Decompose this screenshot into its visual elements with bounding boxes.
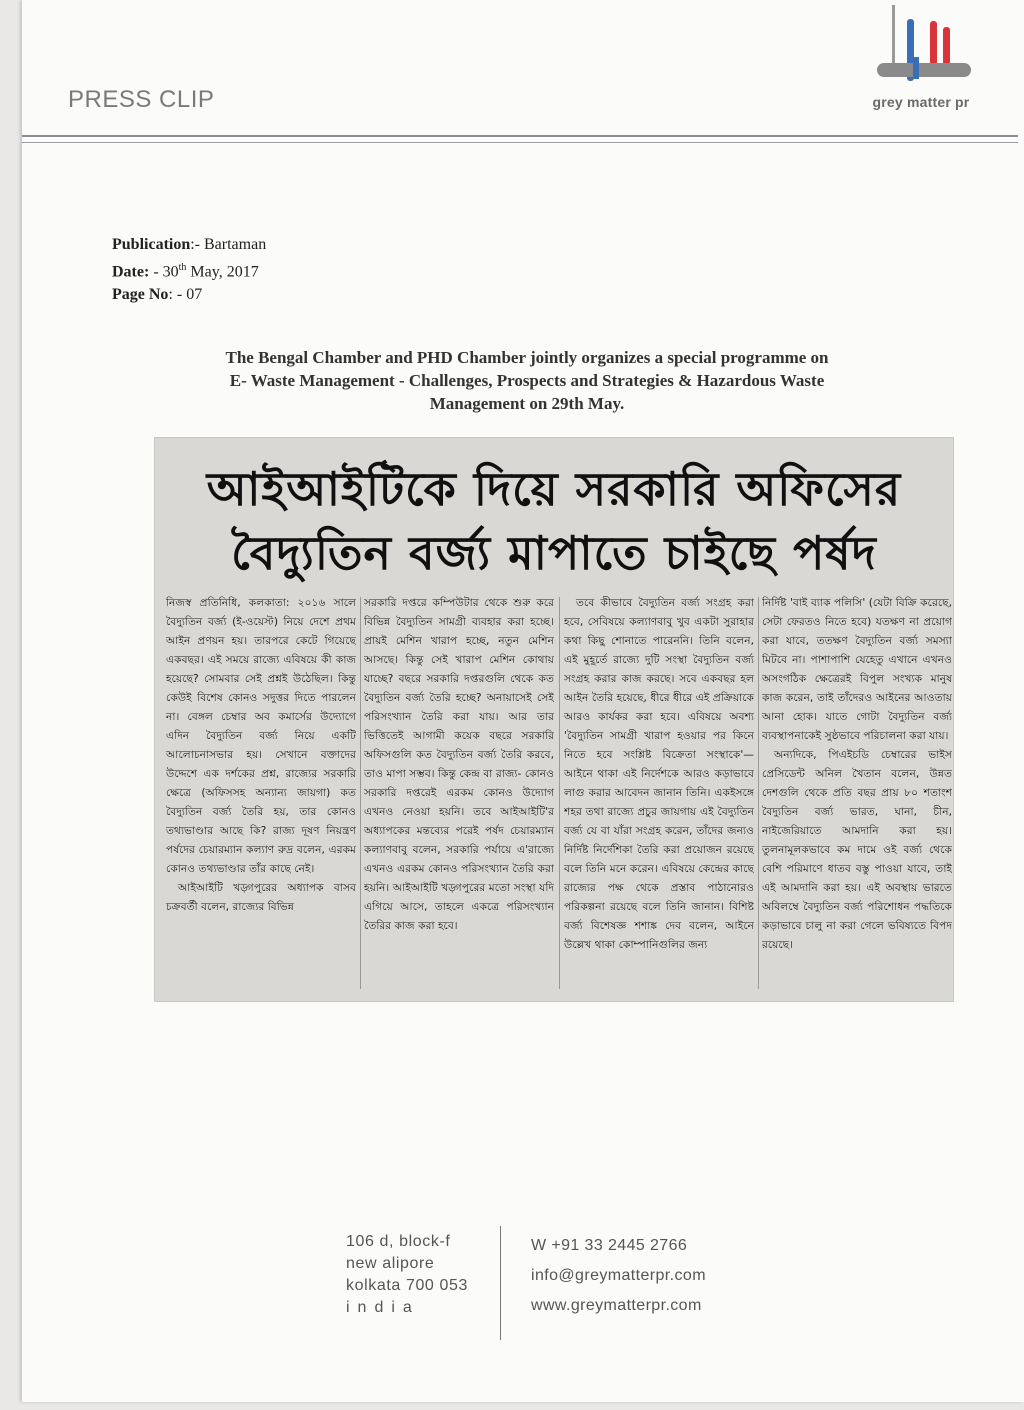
footer-contact [531,1231,706,1321]
article-paragraph: অন্যদিকে, পিএইচডি চেম্বারের ভাইস প্রেসিডেন্ট অনিল খৈতান বলেন, উন্নত দেশগুলি থেকে প্রতি বছর প্রায় ৮০ শতাংশ বৈদ্যুতিন বর্জ্য ভারত, ঘানা, চীন, নাইজেরিয়াতে আমদানি করা হয়। তুলনামূলকভাবে কম দামে ওই বর্জ্য থেকে বেশি পরিমাণে ধাতব বস্তু পাওয়া যাবে, তাই এই আমদানি করা হয়। এই অবস্থায় ভারতে অবিলম্বে বৈদ্যুতিন বর্জ্য পরিশোধন পদ্ধতিকে কড়াভাবে চালু না করা গেলে ভবিষ্যতে বিপদ রয়েছে। [762,748,952,951]
article-paragraph: নির্দিষ্ট 'বাই ব্যাক পলিসি' (যেটা বিক্রি করেছে, সেটা ফেরতও নিতে হবে) যতক্ষণ না প্রয়োগ করা যাবে, ততক্ষণ বৈদ্যুতিন বর্জ্য সমস্যা মিটবে না। পাশাপাশি যেহেতু এখানে এখনও অসংগঠিক ক্ষেত্রেরই বিপুল সংখ্যক মানুষ কাজ করেন, তাই তাঁদেরও আইনের আওতায় আনা হোক। যাতে গোটা বৈদ্যুতিন বর্জ্য ব্যবস্থাপনাকেই সুষ্ঠভাবে পরিচালনা করা যায়। [762,596,952,742]
article-column-4 [762,593,952,993]
header-rule [22,135,1018,137]
column-divider [758,597,759,989]
address-country: india [346,1299,420,1316]
clipping-body [166,593,952,993]
description-line-1: The Bengal Chamber and PHD Chamber jointly organizes a special programme on [225,348,829,367]
address-line: kolkata 700 053 [346,1277,468,1294]
phone-number: W +91 33 2445 2766 [531,1237,688,1254]
page-value: : - 07 [168,286,203,304]
article-column-1 [166,593,356,993]
page-label: Page No [112,286,169,304]
article-paragraph: তবে কীভাবে বৈদ্যুতিন বর্জ্য সংগ্রহ করা হবে, সেবিষয়ে কল্যাণবাবু খুব একটা সুরাহার কথা কিছু শোনাতে পারেননি। তিনি বলেন, এই মুহূর্তে রাজ্যে দুটি সংস্থা বৈদ্যুতিন বর্জ্য সংগ্রহ করার কাজ করছে। সবে একবছর হল আইন তৈরি হয়েছে, ধীরে ধীরে এই প্রক্রিয়াকে আরও কার্যকর করা হবে। এবিষয়ে অবশ্য 'বৈদ্যুতিন সামগ্রী খারাপ হওয়ার পর কিনে নিতে হবে সংশ্লিষ্ট বিক্রেতা সংস্থাকে'— আইনে থাকা এই নির্দেশকে আরও কড়াভাবে লাগু করার আবেদন জানান তিনি। একইসঙ্গে শহর তথা রাজ্যে প্রচুর জায়গায় এই বৈদ্যুতিন বর্জ্য যে বা যাঁরা সংগ্রহ করেন, তাঁদের জন্যও নির্দিষ্ট নির্দেশিকা তৈরি করা প্রয়োজন রয়েছে বলে তিনি মনে করেন। এবিষয়ে কেন্দ্রের কাছে রাজ্যের পক্ষ থেকে প্রস্তাব পাঠানোরও পরিকল্পনা রয়েছে বলে তিনি জানান। বিশিষ্ট বর্জ্য বিশেষজ্ঞ শশাঙ্ক দেব বলেন, আইনে উল্লেখ থাকা কোম্পানিগুলির জন্য [564,596,754,951]
publication-label: Publication [112,236,191,253]
clipping-headline-line-1: আইআইটিকে দিয়ে সরকারি অফিসের [206,462,902,516]
header-rule-thin [22,142,1018,143]
column-divider [360,597,361,989]
address-line: new alipore [346,1255,435,1272]
description-line-3: Management on 29th May. [429,394,625,413]
article-paragraph: সরকারি দপ্তরে কম্পিউটার থেকে শুরু করে বিভিন্ন বৈদ্যুতিন সামগ্রী ব্যবহার করা হচ্ছে। প্রায়ই মেশিন খারাপ হচ্ছে, নতুন মেশিন আসছে। কিন্তু সেই খারাপ মেশিন কোথায় যাচ্ছে? বছরে সরকারি দপ্তরগুলি থেকে কত বৈদ্যুতিন বর্জ্য তৈরি হচ্ছে? অনায়াসেই সেই পরিসংখ্যান তৈরি করা যায়। আর তার ভিত্তিতেই আগামী কয়েক বছরে সরকারি অফিসগুলি কত বৈদ্যুতিন বর্জ্য তৈরি করবে, তাও মাপা সম্ভব। কিন্তু কেন্দ্র বা রাজ্য- কোনও সরকারি দপ্তরেই এরকম কোনও উদ্যোগ এখনও নেওয়া হয়নি। তবে আইআইটি'র অধ্যাপকের মন্তব্যের পরেই পর্ষদ চেয়ারম্যান কল্যাণবাবু বলেন, সরকারি পর্যায়ে এ'রাজ্যে এখনও এরকম কোনও পরিসংখ্যান তৈরি করা হয়নি। আইআইটি খড়্গপুরের মতো সংস্থা যদি এগিয়ে আসে, তাহলে একত্রে পরিসংখ্যান তৈরির কাজ করা হবে। [364,596,554,932]
date-value-rest: May, 2017 [186,263,259,281]
page-line [112,283,266,306]
date-line [112,256,266,283]
date-value: - 30 [149,263,179,281]
date-label: Date: [112,263,150,281]
press-clip-page [22,0,1024,1402]
description-line-2: E- Waste Management - Challenges, Prospects and Strategies & Hazardous Waste [229,371,825,390]
press-clip-label: PRESS CLIP [68,86,215,113]
footer-divider [500,1226,501,1340]
clip-description [92,346,962,415]
website-link[interactable]: www.greymatterpr.com [531,1297,702,1314]
date-suffix: th [178,262,187,273]
article-column-3 [564,593,754,993]
footer-address [346,1231,468,1319]
publication-meta [112,233,266,306]
email-link[interactable]: info@greymatterpr.com [531,1267,706,1284]
publication-line [112,233,266,256]
publication-value: :- Bartaman [190,236,267,253]
address-line: 106 d, block-f [346,1233,451,1250]
column-divider [559,597,560,989]
clipping-headline-line-2: বৈদ্যুতিন বর্জ্য মাপাতে চাইছে পর্ষদ [231,526,877,580]
article-paragraph: আইআইটি খড়্গপুরের অধ্যাপক বাসব চক্রবর্তী বলেন, রাজ্যের বিভিন্ন [166,881,356,913]
article-column-2 [364,593,554,993]
newspaper-clipping [154,437,954,1002]
article-paragraph: নিজস্ব প্রতিনিধি, কলকাতা: ২০১৬ সালে বৈদ্যুতিন বর্জ্য (ই-ওয়েস্ট) নিয়ে দেশে প্রথম আইন প্রণয়ন হয়। তারপরে কেটে গিয়েছে একবছর। এই সময়ে রাজ্যে এবিষয়ে কী কাজ হয়েছে? সোমবার সেই প্রশ্নই উঠেছিল। কিন্তু কেউই বিশেষ কোনও সদুত্তর দিতে পারলেন না। বেঙ্গল চেম্বার অব কমার্সের উদ্যোগে এদিন বৈদ্যুতিন বর্জ্য নিয়ে একটি আলোচনাসভার হয়। সেখানে বক্তাদের উদ্দেশে এক দর্শকের প্রশ্ন, রাজ্যের সরকারি ক্ষেত্রে (অফিসসহ অন্যান্য জায়গা) কত বৈদ্যুতিন বর্জ্য তৈরি হয়, তার কোনও তথ্যভাণ্ডার আছে কি? রাজ্য দূষণ নিয়ন্ত্রণ পর্ষদের চেয়ারম্যান কল্যাণ রুদ্র বলেন, এরকম কোনও তথ্যভাণ্ডার তাঁর কাছে নেই। [166,596,356,875]
logo-text: grey matter pr [872,94,970,110]
